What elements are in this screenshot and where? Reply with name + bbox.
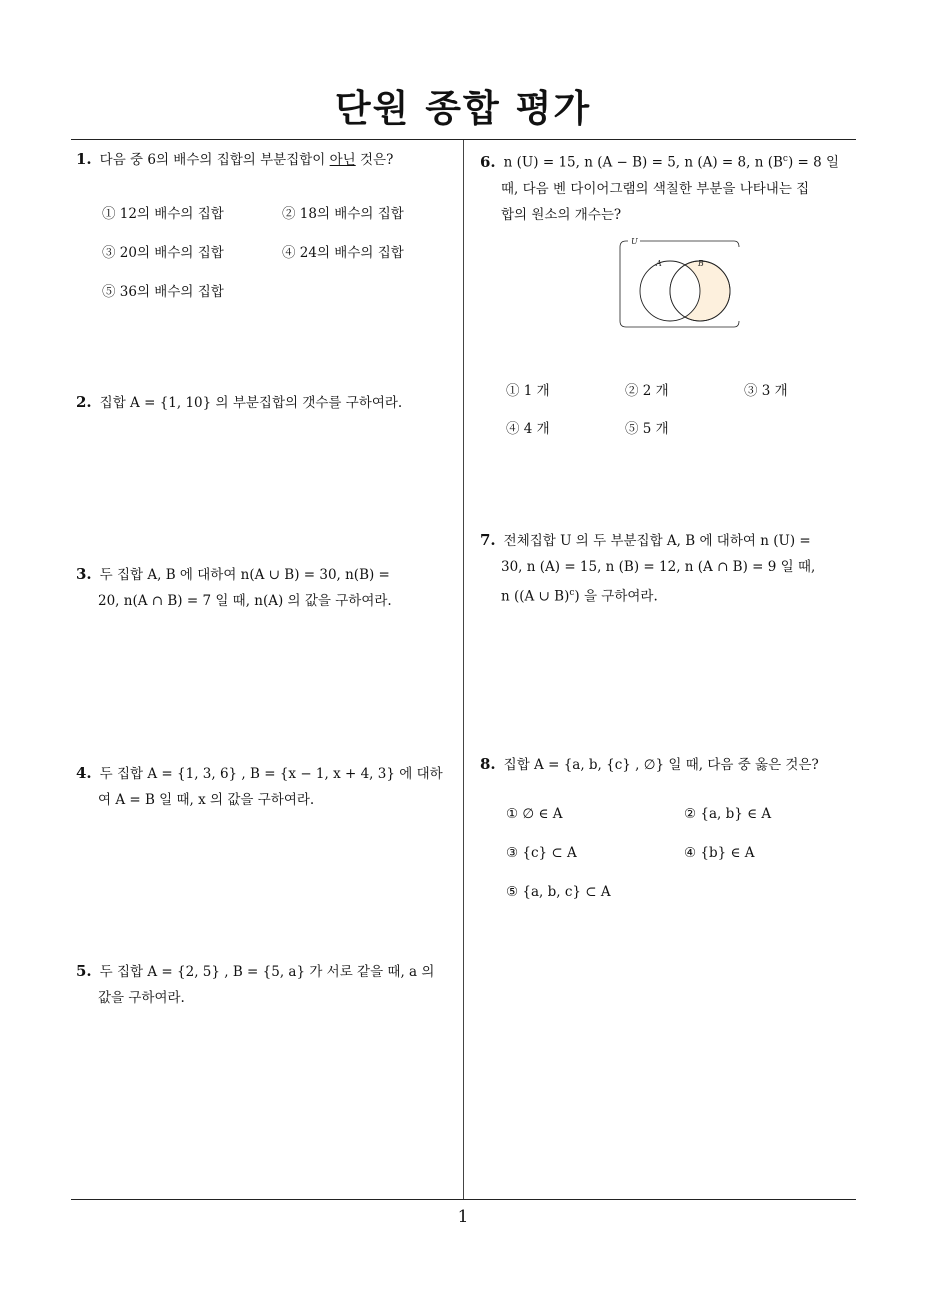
question-text: 다음 중 6의 배수의 집합의 부분집합이 [99,152,330,168]
page-title: 단원 종합 평가 [334,87,592,130]
question-line: 30, n (A) = 15, n (B) = 12, n (A ∩ B) = 9 일 때, [501,559,816,575]
option-5[interactable]: ⑤ 36의 배수의 집합 [102,284,224,300]
complement-sup: c [782,154,788,164]
question-line: 두 집합 A, B 에 대하여 n(A ∪ B) = 30, n(B) = [99,567,390,583]
venn-label-u: U [631,237,638,246]
question-number: 4. [76,764,92,782]
question-number: 5. [76,962,92,980]
question-2 [76,389,456,416]
question-line: 전체집합 U 의 두 부분집합 A, B 에 대하여 n (U) = [503,533,811,549]
question-text: 집합 A = {1, 10} 의 부분집합의 갯수를 구하여라. [99,395,403,411]
question-line: 때, 다음 벤 다이어그램의 색칠한 부분을 나타내는 집 [501,180,810,197]
option-5[interactable]: ⑤ {a, b, c} ⊂ A [506,884,611,900]
question-line-end: ) 을 구하여라. [574,588,658,605]
question-3 [76,561,456,614]
option-3[interactable]: ③ 3 개 [744,383,788,399]
option-2[interactable]: ② 18의 배수의 집합 [282,206,404,222]
option-4[interactable]: ④ {b} ∈ A [684,845,755,861]
option-4[interactable]: ④ 4 개 [506,421,550,437]
question-7 [480,527,858,610]
question-line: 여 A = B 일 때, x 의 값을 구하여라. [98,792,315,808]
question-number: 7. [480,531,496,549]
question-4 [76,760,456,813]
question-text: 집합 A = {a, b, {c} , ∅} 일 때, 다음 중 옳은 것은? [503,757,819,773]
option-1[interactable]: ① 1 개 [506,383,550,399]
option-3[interactable]: ③ 20의 배수의 집합 [102,245,224,261]
option-5[interactable]: ⑤ 5 개 [625,421,669,437]
question-line: n (U) = 15, n (A − B) = 5, n (A) = 8, n (B [503,154,783,171]
option-2[interactable]: ② 2 개 [625,383,669,399]
question-line: 20, n(A ∩ B) = 7 일 때, n(A) 의 값을 구하여라. [98,593,392,609]
question-number: 8. [480,755,496,773]
venn-label-a: A [656,259,662,268]
question-line: 값을 구하여라. [98,990,185,1006]
option-4[interactable]: ④ 24의 배수의 집합 [282,245,404,261]
question-number: 1. [76,150,92,168]
venn-label-b: B [698,259,704,268]
venn-diagram [618,236,740,332]
question-number: 6. [480,152,496,171]
question-line: 두 집합 A = {1, 3, 6} , B = {x − 1, x + 4, 3} 에 대하 [99,766,443,782]
bottom-rule [71,1199,856,1200]
option-1[interactable]: ① ∅ ∈ A [506,806,563,822]
complement-sup: c [569,588,575,598]
option-1[interactable]: ① 12의 배수의 집합 [102,206,224,222]
question-line-end: ) = 8 일 [787,154,840,171]
question-line: 두 집합 A = {2, 5} , B = {5, a} 가 서로 같을 때, a 의 [99,964,435,980]
option-2[interactable]: ② {a, b} ∈ A [684,806,772,822]
question-6 [480,146,858,228]
question-line: n ((A ∪ B) [501,588,570,605]
column-divider [463,140,464,1200]
question-number: 3. [76,565,92,583]
question-line: 합의 원소의 개수는? [501,206,622,223]
page-number: 1 [457,1207,469,1227]
question-5 [76,958,456,1011]
underlined-word: 아닌 [329,152,356,168]
question-1 [76,146,456,173]
question-number: 2. [76,393,92,411]
question-8 [480,751,858,778]
question-text-end: 것은? [355,152,394,168]
option-3[interactable]: ③ {c} ⊂ A [506,845,577,861]
